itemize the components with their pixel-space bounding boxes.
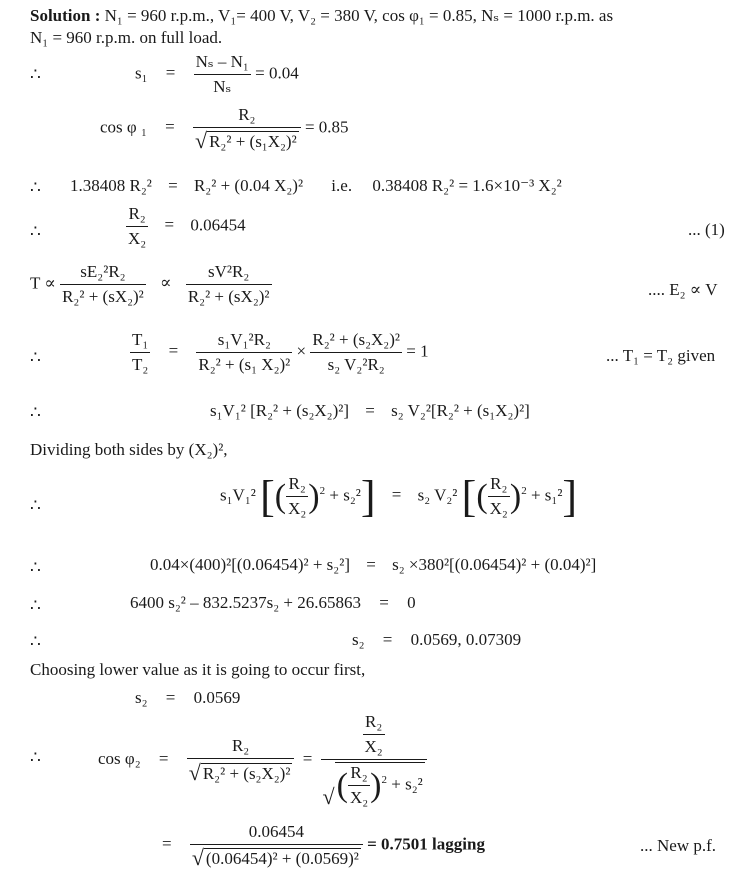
eq-t1t2-den-b: s₂ V₂²R₂	[327, 355, 385, 374]
eq-s1-num: Nₛ – N₁	[194, 52, 251, 75]
eq-cos2-op: =	[158, 748, 169, 768]
eq-torque-num2: sV²R₂	[186, 262, 272, 285]
left-bracket: [	[260, 471, 275, 521]
eq-s2-op: =	[165, 688, 176, 707]
given-line-2: N₁ = 960 r.p.m. on full load.	[30, 28, 223, 47]
eq-torque-num1: sE₂²R₂	[60, 262, 146, 285]
eq-divided-exp-rhs: 2	[521, 484, 527, 497]
eq-t1t2-den: T₂	[132, 355, 149, 374]
eq-cos2-fraction-2: $\frac{\text{R₂}}{\text{X₂}}$ √( $\frac{\text{R₂}}{\text{X₂}}$ )$^2$ + s₂²	[321, 712, 427, 808]
eq-ratio-value: 0.06454	[190, 215, 246, 235]
eq-cos2-den: R₂² + (s₂X₂)²	[202, 763, 291, 783]
eq-cos1-lhs: cos φ ₁	[100, 117, 147, 137]
eq-s1-lhs: s₁	[135, 63, 148, 83]
eq-cos1-op: =	[165, 117, 175, 137]
solution-label: Solution :	[30, 6, 101, 25]
eq-numeric-op: =	[366, 555, 376, 574]
eq-divided-lhs-post: + s₂²	[329, 485, 361, 505]
eq-final-tag: ... New p.f.	[640, 836, 717, 855]
eq-r2sq-ie-rhs: 0.38408 R₂² = 1.6×10⁻³ X₂²	[372, 176, 562, 195]
eq-ratio-fraction	[126, 204, 148, 249]
eq-numeric-rhs: s₂ ×380²[(0.06454)² + (0.04)²]	[392, 555, 597, 574]
eq-cos1-den: R₂² + (s₁X₂)²	[209, 132, 297, 152]
eq-cos2-den-exp: 2	[381, 773, 387, 786]
eq-r2sq-rhs: R₂² + (0.04 X₂)²	[193, 176, 304, 195]
therefore-symbol: ∴	[30, 496, 41, 515]
eq-divided-den-lhs: X₂	[288, 499, 307, 518]
therefore-symbol: ∴	[30, 403, 41, 422]
eq-cos2-den-in-den: X₂	[349, 788, 369, 807]
eq-divided-lhs-pre: s₁V₁²	[220, 485, 256, 505]
eq-cos2-fraction: $\frac{\text{R₂}}{\text{√ R₂² + (s₂X₂)²}}$	[187, 736, 295, 783]
left-bracket: [	[461, 471, 477, 521]
eq-t1t2-fraction-a	[196, 330, 292, 375]
eq-divided-fraction-lhs	[286, 474, 308, 519]
eq-expand	[210, 401, 530, 421]
eq-cos2-den-post: + s₂²	[391, 774, 423, 794]
eq-s2	[135, 688, 240, 708]
eq-quadratic-op: =	[379, 593, 389, 612]
eq-final	[162, 822, 485, 869]
eq-cos1-num: R₂	[193, 105, 301, 128]
eq-quadratic	[130, 593, 416, 613]
eq-divided-rhs-pre: s₂ V₂²	[417, 485, 458, 505]
eq-ratio-den: X₂	[128, 229, 147, 248]
eq-roots-lhs: s₂	[352, 630, 365, 649]
eq-final-result: = 0.7501 lagging	[367, 834, 485, 854]
dividing-text: Dividing both sides by (X₂)²,	[30, 440, 228, 459]
therefore-symbol: ∴	[30, 348, 41, 367]
eq-cos2-num2b: X₂	[364, 737, 383, 756]
eq-roots-rhs: 0.0569, 0.07309	[410, 630, 522, 649]
eq-t1t2-tag: ... T₁ = T₂ given	[606, 346, 716, 365]
therefore-symbol: ∴	[30, 558, 41, 577]
eq-r2sq-lhs: 1.38408 R₂²	[70, 176, 152, 195]
eq-expand-lhs: s₁V₁² [R₂² + (s₂X₂)²]	[210, 401, 350, 420]
eq-cos2-lhs: cos φ₂	[98, 748, 141, 768]
eq-quadratic-lhs: 6400 s₂² – 832.5237s₂ + 26.65863	[130, 593, 362, 612]
eq-t1t2-num-a: s₁V₁²R₂	[196, 330, 292, 353]
eq-ratio-tag: ... (1)	[688, 220, 725, 239]
therefore-symbol: ∴	[30, 222, 41, 241]
eq-r2sq	[70, 176, 562, 196]
eq-t1t2-times: ×	[296, 341, 307, 361]
eq-roots	[352, 630, 521, 650]
eq-divided: s₁V₁² [( $\frac{\text{R₂}}{\text{X₂}}$ )$^2$ + s₂²] = s₂ V₂² [( $\frac{\text{R₂}}{\text{X₂}}$ )$^2$ + s₁²]	[220, 471, 578, 521]
eq-t1t2-num: T₁	[130, 330, 150, 353]
therefore-symbol: ∴	[30, 65, 41, 84]
eq-expand-rhs: s₂ V₂²[R₂² + (s₁X₂)²]	[391, 401, 530, 420]
given-line-1	[30, 6, 613, 26]
therefore-symbol: ∴	[30, 632, 41, 651]
eq-t1t2-num-b: R₂² + (s₂X₂)²	[310, 330, 402, 353]
eq-torque-fraction-2	[186, 262, 272, 307]
eq-ratio-op: =	[164, 215, 175, 235]
eq-torque-tag: .... E₂ ∝ V	[648, 280, 718, 299]
eq-torque	[30, 262, 272, 307]
right-bracket: ]	[562, 471, 578, 521]
eq-torque-lhs: T ∝	[30, 273, 56, 293]
eq-final-fraction: $\frac{0.06454}{\text{√ (0.06454)² + (0.0569)²}}$	[190, 822, 363, 869]
eq-divided-rhs-post: + s₁²	[530, 485, 563, 505]
eq-t1t2-result: = 1	[406, 341, 429, 361]
eq-cos2-op2: =	[302, 748, 313, 768]
eq-expand-op: =	[365, 401, 375, 420]
eq-numeric	[150, 555, 596, 575]
eq-s2-lhs: s₂	[135, 688, 148, 707]
given-values: N₁ = 960 r.p.m., V₁= 400 V, V₂ = 380 V, cos φ₁ = 0.85, Nₛ = 1000 r.p.m. as	[104, 6, 614, 25]
eq-roots-op: =	[382, 630, 393, 649]
eq-torque-den1: R₂² + (sX₂)²	[62, 287, 144, 306]
therefore-symbol: ∴	[30, 178, 41, 197]
eq-cos2-den-in-num: R₂	[348, 763, 370, 786]
eq-torque-den2: R₂² + (sX₂)²	[187, 287, 270, 306]
eq-final-num: 0.06454	[190, 822, 363, 845]
eq-t1t2-den-a: R₂² + (s₁ X₂)²	[198, 355, 291, 374]
eq-t1t2	[130, 330, 429, 375]
eq-t1t2-ratio	[130, 330, 150, 375]
eq-torque-prop: ∝	[160, 273, 172, 293]
eq-divided-op: =	[391, 485, 402, 505]
eq-cos1-result: = 0.85	[304, 117, 349, 137]
eq-t1t2-op: =	[168, 341, 179, 361]
eq-t1t2-fraction-b	[310, 330, 402, 375]
eq-s1-den: Nₛ	[213, 77, 232, 96]
eq-cos2-num2a: R₂	[363, 712, 385, 735]
eq-s1	[135, 52, 299, 97]
right-bracket: ]	[360, 471, 376, 521]
eq-final-den: (0.06454)² + (0.0569)²	[205, 849, 359, 869]
eq-s1-fraction	[194, 52, 251, 97]
eq-cos2	[98, 712, 427, 808]
eq-cos1	[100, 105, 349, 152]
choosing-text: Choosing lower value as it is going to occur first,	[30, 660, 366, 679]
eq-divided-fraction-rhs	[488, 474, 510, 519]
eq-cos2-num: R₂	[187, 736, 295, 759]
eq-s2-rhs: 0.0569	[193, 688, 241, 707]
eq-divided-exp-lhs: 2	[319, 484, 326, 497]
eq-divided-den-rhs: X₂	[489, 499, 508, 518]
eq-divided-num-lhs: R₂	[286, 474, 308, 497]
therefore-symbol: ∴	[30, 596, 41, 615]
therefore-symbol: ∴	[30, 748, 41, 767]
eq-divided-num-rhs: R₂	[488, 474, 510, 497]
eq-numeric-lhs: 0.04×(400)²[(0.06454)² + s₂²]	[150, 555, 350, 574]
eq-s1-op: =	[165, 63, 176, 83]
eq-cos1-fraction: $\frac{\text{R₂}}{\text{√ R₂² + (s₁X₂)²}}$	[193, 105, 301, 152]
eq-r2sq-ie: i.e.	[331, 176, 353, 195]
eq-ratio-num: R₂	[126, 204, 148, 227]
eq-final-op: =	[162, 834, 172, 854]
eq-quadratic-rhs: 0	[407, 593, 416, 612]
eq-torque-fraction-1	[60, 262, 146, 307]
eq-ratio	[126, 204, 246, 249]
eq-r2sq-op: =	[168, 176, 178, 195]
eq-s1-result: = 0.04	[255, 63, 299, 83]
